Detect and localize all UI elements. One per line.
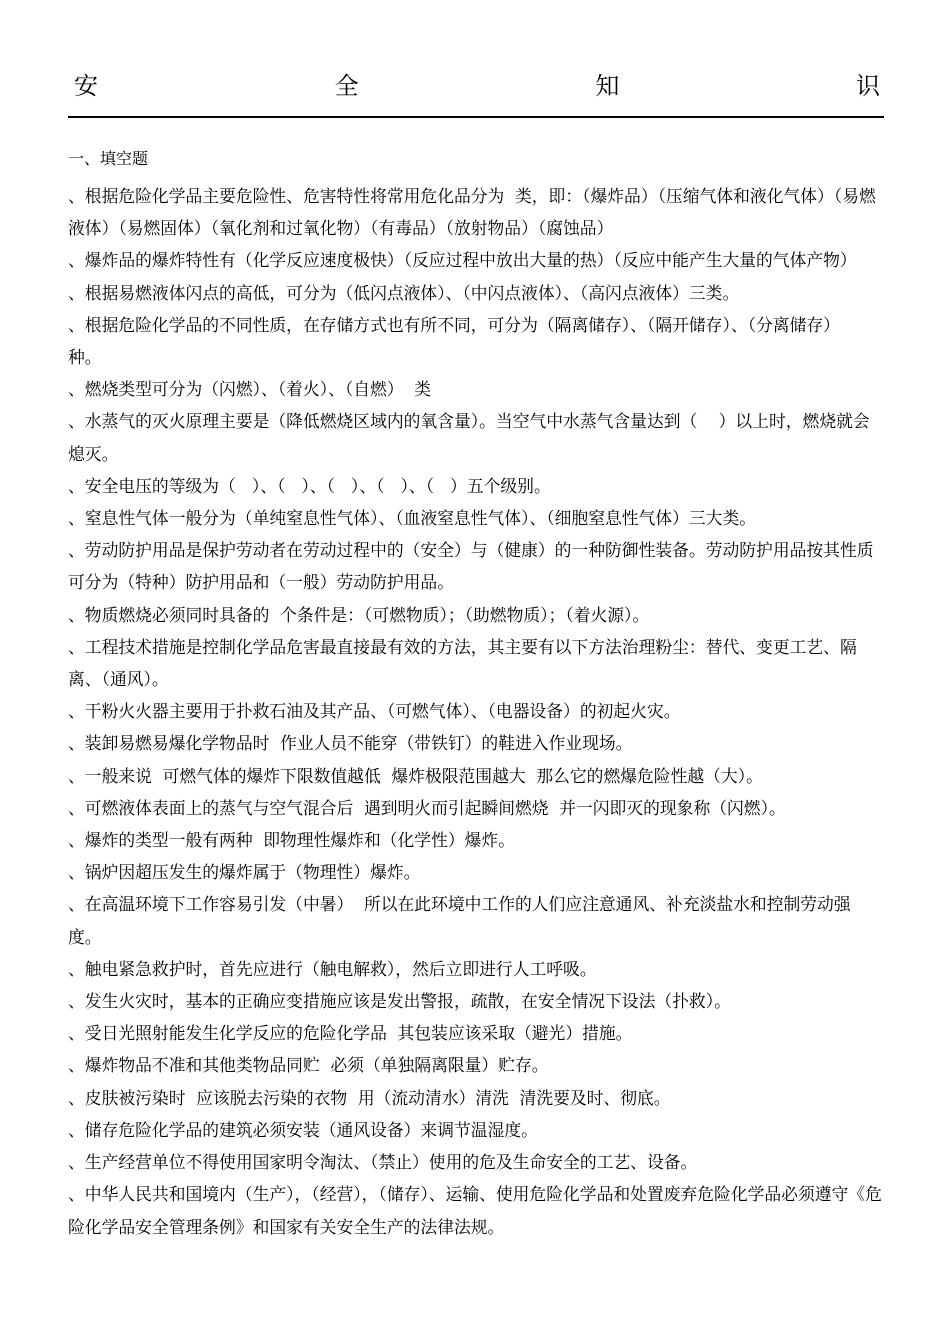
question-item: 、燃烧类型可分为（闪燃）、（着火）、（自燃） 类 — [68, 379, 432, 400]
title-char-4: 识 — [855, 72, 880, 100]
question-item: 、储存危险化学品的建筑必须安装（通风设备）来调节温湿度。 — [68, 1119, 538, 1140]
question-item: 、中华人民共和国境内（生产），（经营），（储存）、运输、使用危险化学品和处置废弃危险化学品必须遵守《危险化学品安全管理条例》和国家有关安全生产的法律法规。 — [68, 1184, 882, 1237]
question-item: 、生产经营单位不得使用国家明令淘汰、（禁止）使用的危及生命安全的工艺、设备。 — [68, 1152, 698, 1173]
title-char-2: 全 — [334, 72, 359, 100]
question-item: 、爆炸品的爆炸特性有（化学反应速度极快）（反应过程中放出大量的热）（反应中能产生大量的气体产物） — [68, 250, 857, 271]
question-item: 、根据危险化学品的不同性质，在存储方式也有所不同，可分为（隔离储存）、（隔开储存）、（分离储存） 种。 — [68, 314, 851, 368]
document-title — [68, 0, 884, 116]
question-item: 、发生火灾时，基本的正确应变措施应该是发出警报，疏散，在安全情况下设法（扑救）。 — [68, 991, 731, 1012]
question-item: 、水蒸气的灭火原理主要是（降低燃烧区域内的氧含量）。当空气中水蒸气含量达到（ ）以上时，燃烧就会熄灭。 — [68, 411, 870, 464]
section-heading: 一、填空题 — [68, 149, 149, 168]
title-char-3: 知 — [595, 72, 620, 100]
question-item: 、在高温环境下工作容易引发（中暑） 所以在此环境中工作的人们应注意通风、补充淡盐水和控制劳动强度。 — [68, 894, 851, 947]
title-divider — [68, 116, 884, 118]
question-item: 、安全电压的等级为（ ）、（ ）、（ ）、（ ）、（ ）五个级别。 — [68, 475, 551, 496]
question-item: 、触电紧急救护时，首先应进行（触电解救），然后立即进行人工呼吸。 — [68, 958, 597, 979]
question-item: 、一般来说 可燃气体的爆炸下限数值越低 爆炸极限范围越大 那么它的燃爆危险性越（大）。 — [68, 765, 763, 786]
question-item: 、工程技术措施是控制化学品危害最直接最有效的方法，其主要有以下方法治理粉尘：替代、变更工艺、隔离、（通风）。 — [68, 636, 857, 690]
question-item: 、可燃液体表面上的蒸气与空气混合后 遇到明火而引起瞬间燃烧 并一闪即灭的现象称（闪燃）。 — [68, 797, 786, 818]
question-item: 、根据易燃液体闪点的高低，可分为（低闪点液体）、（中闪点液体）、（高闪点液体）三类。 — [68, 282, 740, 303]
question-item: 、爆炸物品不准和其他类物品同贮 必须（单独隔离限量）贮存。 — [68, 1055, 549, 1076]
question-item: 、受日光照射能发生化学反应的危险化学品 其包装应该采取（避光）措施。 — [68, 1023, 633, 1044]
question-list — [68, 180, 884, 1243]
question-item: 、锅炉因超压发生的爆炸属于（物理性）爆炸。 — [68, 862, 421, 883]
question-item: 、干粉火火器主要用于扑救石油及其产品、（可燃气体）、（电器设备）的初起火灾。 — [68, 701, 681, 722]
question-item: 、物质燃烧必须同时具备的 个条件是：（可燃物质）；（助燃物质）；（着火源）。 — [68, 604, 650, 625]
question-item: 、根据危险化学品主要危险性、危害特性将常用危化品分为 类，即：（爆炸品）（压缩气体和液化气体）（易燃液体）（易燃固体）（氧化剂和过氧化物）（有毒品）（放射物品）（腐蚀品） — [68, 186, 876, 239]
question-item: 、装卸易燃易爆化学物品时 作业人员不能穿（带铁钉）的鞋进入作业现场。 — [68, 733, 633, 754]
question-item: 、劳动防护用品是保护劳动者在劳动过程中的（安全）与（健康）的一种防御性装备。劳动防护用品按其性质可分为（特种）防护用品和（一般）劳动防护用品。 — [68, 540, 874, 593]
title-char-1: 安 — [74, 72, 98, 100]
question-item: 、爆炸的类型一般有两种 即物理性爆炸和（化学性）爆炸。 — [68, 830, 515, 851]
question-item: 、窒息性气体一般分为（单纯窒息性气体）、（血液窒息性气体）、（细胞窒息性气体）三大类。 — [68, 508, 757, 529]
question-item: 、皮肤被污染时 应该脱去污染的衣物 用（流动清水）清洗 清洗要及时、彻底。 — [68, 1087, 671, 1108]
